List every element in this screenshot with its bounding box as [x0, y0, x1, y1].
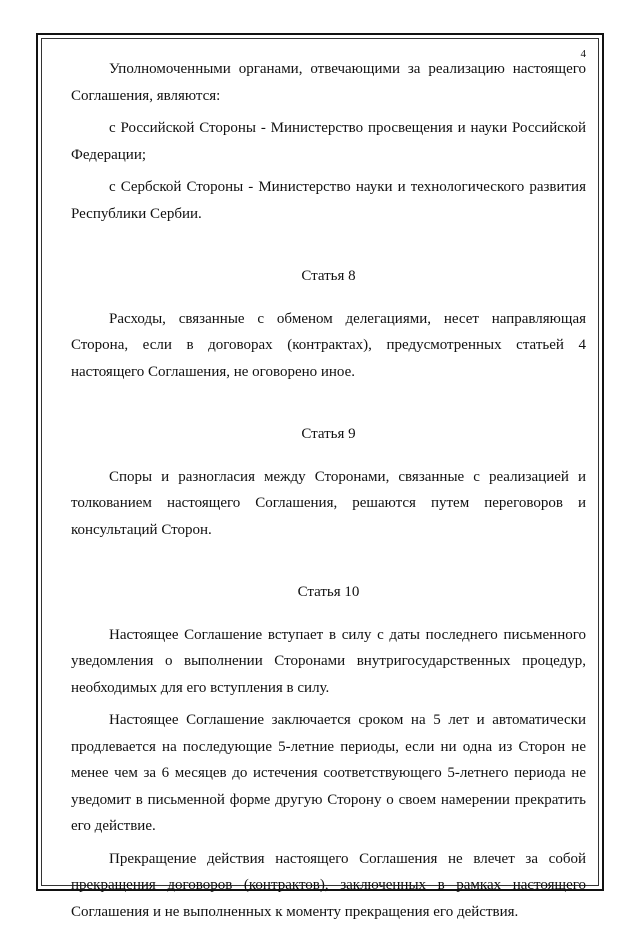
page-number: 4	[580, 48, 586, 60]
article-10-paragraph-2: Настоящее Соглашение заключается сроком на 5 лет и автоматически продлевается на последующие 5-летние периоды, если ни одна из Сторон не менее чем за 6 месяцев до истечения соответствующего 5-летнего периода не уведомит в письменной форме другую Сторону о своем намерении прекратить его действие.	[71, 712, 586, 834]
article-9-heading: Статья 9	[301, 426, 356, 442]
intro-paragraph-1: Уполномоченными органами, отвечающими за реализацию настоящего Соглашения, являются:	[71, 61, 586, 104]
article-10-heading: Статья 10	[297, 584, 360, 600]
article-8-text: Расходы, связанные с обменом делегациями, несет направляющая Сторона, если в договорах (контрактах), предусмотренных статьей 4 настоящего Соглашения, не оговорено иное.	[71, 310, 586, 380]
intro-paragraph-3: с Сербской Стороны - Министерство науки и технологического развития Республики Сербии.	[71, 179, 586, 222]
document-body	[71, 56, 586, 931]
intro-paragraph-2: с Российской Стороны - Министерство просвещения и науки Российской Федерации;	[71, 120, 586, 163]
article-9-text: Споры и разногласия между Сторонами, связанные с реализацией и толкованием настоящего Соглашения, решаются путем переговоров и консультаций Сторон.	[71, 468, 586, 538]
article-8-heading: Статья 8	[301, 268, 356, 284]
article-10-paragraph-3: Прекращение действия настоящего Соглашения не влечет за собой прекращения договоров (контрактов), заключенных в рамках настоящего Соглашения и не выполненных к моменту прекращения его действия.	[71, 850, 586, 920]
article-10-paragraph-1: Настоящее Соглашение вступает в силу с даты последнего письменного уведомления о выполнении Сторонами внутригосударственных процедур, необходимых для его вступления в силу.	[71, 626, 586, 696]
